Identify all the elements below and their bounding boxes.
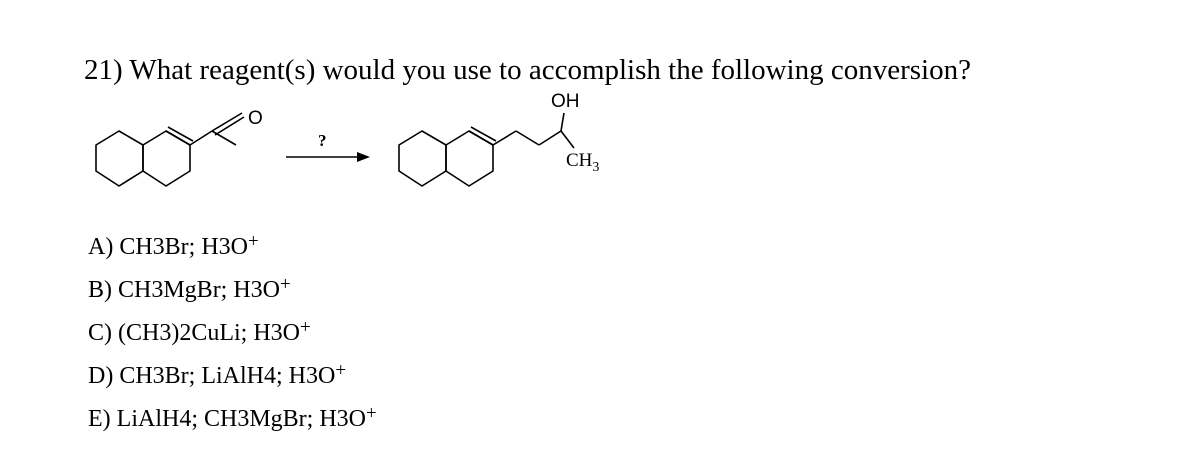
answer-option-d[interactable]: [88, 355, 377, 398]
answer-letter: B): [88, 277, 112, 303]
answer-option-a[interactable]: [88, 226, 377, 269]
charge-sign: +: [366, 403, 377, 424]
product-methyl-label: [566, 150, 599, 175]
product-hydroxyl-label: OH: [551, 91, 580, 112]
answer-option-b[interactable]: [88, 269, 377, 312]
answer-reagents: LiAlH4; CH3MgBr; H3O: [116, 406, 366, 432]
answer-letter: E): [88, 406, 111, 432]
reactant-oxygen-label: O: [248, 108, 263, 129]
answer-reagents: CH3Br; LiAlH4; H3O: [119, 363, 336, 389]
reactant-structure: [96, 113, 244, 186]
product-methyl-subscript: 3: [592, 160, 600, 175]
answer-choices: [88, 226, 377, 441]
answer-reagents: (CH3)2CuLi; H3O: [118, 320, 300, 346]
arrow-label: ?: [318, 131, 327, 150]
answer-letter: A): [88, 234, 114, 260]
answer-option-e[interactable]: [88, 398, 377, 441]
charge-sign: +: [248, 231, 259, 252]
charge-sign: +: [280, 274, 291, 295]
reaction-arrow: [286, 152, 370, 162]
answer-letter: D): [88, 363, 114, 389]
answer-letter: C): [88, 320, 112, 346]
answer-reagents: CH3MgBr; H3O: [118, 277, 281, 303]
charge-sign: +: [300, 317, 311, 338]
product-structure: [399, 113, 574, 186]
question-text: 21) What reagent(s) would you use to accomplish the following conversion?: [84, 54, 971, 86]
product-methyl-text: CH: [566, 150, 593, 171]
charge-sign: +: [335, 360, 347, 381]
answer-option-c[interactable]: [88, 312, 377, 355]
answer-reagents: CH3Br; H3O: [119, 234, 248, 260]
